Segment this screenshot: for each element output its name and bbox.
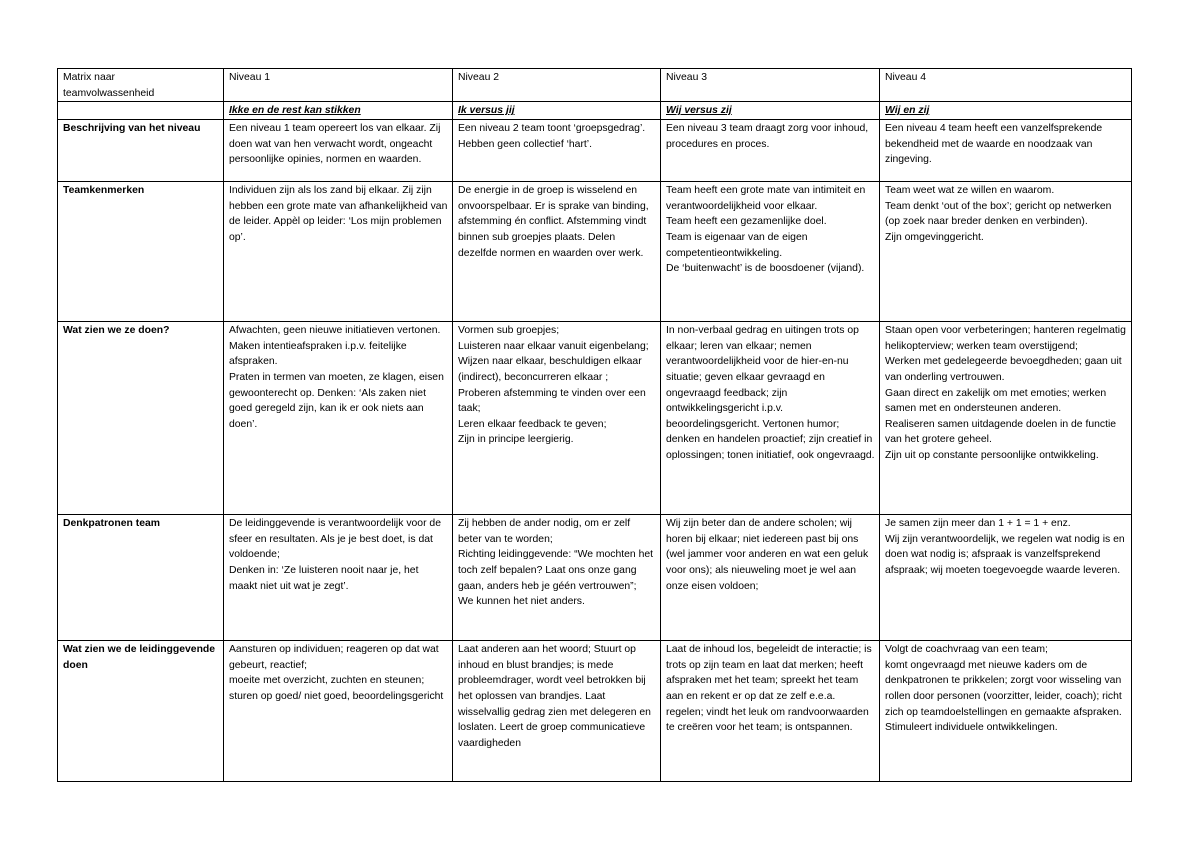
table-cell: Afwachten, geen nieuwe initiatieven vertonen. Maken intentieafspraken i.p.v. feitelijke afspraken. Praten in termen van moeten, ze klagen, eisen gewoonterecht op. Denken: ‘Als zaken niet goed geregeld zijn, kan ik er ook niets aan doen’. [224, 322, 453, 515]
table-cell: Een niveau 4 team heeft een vanzelfsprekende bekendheid met de waarde en noodzaak van zingeving. [880, 120, 1132, 182]
table-row [58, 120, 1132, 182]
table-cell: Team heeft een grote mate van intimiteit en verantwoordelijkheid voor elkaar. Team heeft een gezamenlijke doel. Team is eigenaar van de eigen competentieontwikkeling. De ‘buitenwacht’ is de boosdoener (vijand). [661, 182, 880, 322]
subtitle-row [58, 102, 1132, 120]
table-cell: Volgt de coachvraag van een team; komt ongevraagd met nieuwe kaders om de denkpatronen te prikkelen; zorgt voor wisseling van rollen door personen (voorzitter, leider, coach); richt zich op teamdoelstellingen en gemaakte afspraken. Stimuleert individuele ontwikkelingen. [880, 641, 1132, 782]
table-row [58, 641, 1132, 782]
table-cell: Een niveau 2 team toont ‘groepsgedrag’. Hebben geen collectief ‘hart’. [453, 120, 661, 182]
level-4-header: Niveau 4 [880, 69, 1132, 102]
table-cell: Wij zijn beter dan de andere scholen; wij horen bij elkaar; niet iedereen past bij ons (wel jammer voor anderen en wat een geluk voor ons); als nieuweling moet je wel aan onze eisen voldoen; [661, 515, 880, 641]
table-cell: De leidinggevende is verantwoordelijk voor de sfeer en resultaten. Als je je best doet, is dat voldoende; Denken in: ‘Ze luisteren nooit naar je, het maakt niet uit wat je zegt’. [224, 515, 453, 641]
table-row [58, 182, 1132, 322]
level-3-header: Niveau 3 [661, 69, 880, 102]
table-cell: Team weet wat ze willen en waarom. Team denkt ‘out of the box’; gericht op netwerken (op zoek naar breder denken en verbinden). Zijn omgevinggericht. [880, 182, 1132, 322]
table-row [58, 515, 1132, 641]
row-label-teamkenmerken: Teamkenmerken [58, 182, 224, 322]
team-maturity-matrix [57, 68, 1132, 782]
header-row [58, 69, 1132, 102]
row-label-denkpatronen-team: Denkpatronen team [58, 515, 224, 641]
table-cell: Een niveau 3 team draagt zorg voor inhoud, procedures en proces. [661, 120, 880, 182]
table-cell: Zij hebben de ander nodig, om er zelf beter van te worden; Richting leidinggevende: “We mochten het toch zelf bepalen? Laat ons onze gang gaan, anders heb je géén vertrouwen”; We kunnen het niet anders. [453, 515, 661, 641]
level-3-subtitle: Wij versus zij [661, 102, 880, 120]
table-cell: Vormen sub groepjes; Luisteren naar elkaar vanuit eigenbelang; Wijzen naar elkaar, beschuldigen elkaar (indirect), beconcurreren elkaar ; Proberen afstemming te vinden over een taak; Leren elkaar feedback te geven; Zijn in principe leergierig. [453, 322, 661, 515]
level-2-header: Niveau 2 [453, 69, 661, 102]
table-cell: Je samen zijn meer dan 1 + 1 = 1 + enz. Wij zijn verantwoordelijk, we regelen wat nodig is en doen wat nodig is; afspraak is vanzelfsprekend afspraak; wij moeten toegevoegde waarde leveren. [880, 515, 1132, 641]
table-cell: Aansturen op individuen; reageren op dat wat gebeurt, reactief; moeite met overzicht, zuchten en steunen; sturen op goed/ niet goed, beoordelingsgericht [224, 641, 453, 782]
level-1-header: Niveau 1 [224, 69, 453, 102]
table-row [58, 322, 1132, 515]
row-label-beschrijving: Beschrijving van het niveau [58, 120, 224, 182]
level-2-subtitle: Ik versus jij [453, 102, 661, 120]
row-label-leidinggevende-doen: Wat zien we de leidinggevende doen [58, 641, 224, 782]
matrix-title-cell: Matrix naar teamvolwassenheid [58, 69, 224, 102]
table-cell: In non-verbaal gedrag en uitingen trots op elkaar; leren van elkaar; nemen verantwoordelijkheid voor de hier-en-nu situatie; geven elkaar gevraagd en ongevraagd feedback; zijn ontwikkelingsgericht i.p.v. beoordelingsgericht. Vertonen humor; denken en handelen proactief; zijn creatief in oplossingen; tonen initiatief, ook ongevraagd. [661, 322, 880, 515]
level-1-subtitle: Ikke en de rest kan stikken [224, 102, 453, 120]
table-cell: De energie in de groep is wisselend en onvoorspelbaar. Er is sprake van binding, afstemming én conflict. Afstemming vindt binnen sub groepjes plaats. Delen dezelfde normen en waarden over werk. [453, 182, 661, 322]
table-cell: Laat anderen aan het woord; Stuurt op inhoud en blust brandjes; is mede probleemdrager, wordt veel betrokken bij het oplossen van brandjes. Laat wisselvallig gedrag zien met delegeren en loslaten. Leert de groep communicatieve vaardigheden [453, 641, 661, 782]
table-cell: Individuen zijn als los zand bij elkaar. Zij zijn hebben een grote mate van afhankelijkheid van de leider. Appèl op leider: ‘Los mijn problemen op’. [224, 182, 453, 322]
table-cell: Een niveau 1 team opereert los van elkaar. Zij doen wat van hen verwacht wordt, ongeacht persoonlijke opinies, normen en waarden. [224, 120, 453, 182]
row-label-wat-zien-we-ze-doen: Wat zien we ze doen? [58, 322, 224, 515]
table-cell: Laat de inhoud los, begeleidt de interactie; is trots op zijn team en laat dat merken; heeft afspraken met het team; spreekt het team aan en rekent er op dat ze zelf e.e.a. regelen; vindt het leuk om randvoorwaarden te creëren voor het team; is ontspannen. [661, 641, 880, 782]
level-4-subtitle: Wij en zij [880, 102, 1132, 120]
table-cell: Staan open voor verbeteringen; hanteren regelmatig helikopterview; werken team overstijgend; Werken met gedelegeerde bevoegdheden; gaan uit van onderling vertrouwen. Gaan direct en zakelijk om met emoties; werken samen met en ondersteunen anderen. Realiseren samen uitdagende doelen in de functie van het grotere geheel. Zijn uit op constante persoonlijke ontwikkeling. [880, 322, 1132, 515]
subtitle-empty-cell [58, 102, 224, 120]
